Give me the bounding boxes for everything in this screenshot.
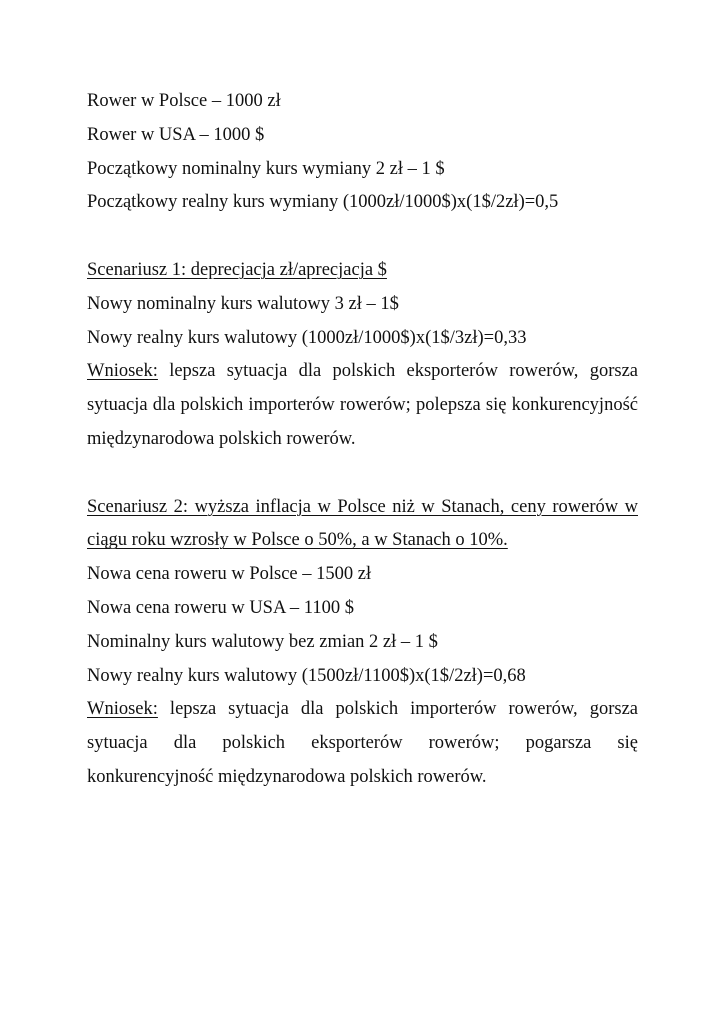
scenario2-price-usa: Nowa cena roweru w USA – 1100 $: [87, 597, 354, 618]
intro-line-real-rate: Początkowy realny kurs wymiany (1000zł/1000$)x(1$/2zł)=0,5: [87, 192, 559, 213]
intro-line-nominal-rate: Początkowy nominalny kurs wymiany 2 zł – 1 $: [87, 158, 445, 179]
paragraph-spacer: [87, 220, 638, 254]
scenario1-real-rate: Nowy realny kurs walutowy (1000zł/1000$)x(1$/3zł)=0,33: [87, 327, 527, 348]
scenario2-conclusion-label: Wniosek:: [87, 699, 158, 720]
scenario1-conclusion-label: Wniosek:: [87, 361, 158, 382]
paragraph-spacer: [87, 457, 638, 491]
scenario1-heading-text: Scenariusz 1: deprecjacja zł/aprecjacja $: [87, 259, 387, 280]
scenario2-nominal-rate: Nominalny kurs walutowy bez zmian 2 zł – 1 $: [87, 631, 438, 652]
scenario2-conclusion-text: lepsza sytuacja dla polskich importerów rowerów, gorsza sytuacja dla polskich eksporterów rowerów; pogarsza się konkurencyjność międzynarodowa polskich rowerów.: [87, 699, 638, 787]
scenario2-real-rate: Nowy realny kurs walutowy (1500zł/1100$)x(1$/2zł)=0,68: [87, 665, 526, 686]
scenario1-heading: [87, 254, 638, 288]
intro-line-bike-poland: Rower w Polsce – 1000 zł: [87, 91, 281, 111]
scenario1-nominal-rate: Nowy nominalny kurs walutowy 3 zł – 1$: [87, 293, 399, 314]
scenario2-heading: [87, 491, 638, 559]
document-body: [87, 85, 638, 795]
scenario1-conclusion: [87, 355, 638, 456]
scenario2-heading-text: Scenariusz 2: wyższa inflacja w Polsce niż w Stanach, ceny rowerów w ciągu roku wzrosły w Polsce o 50%, a w Stanach o 10%.: [87, 496, 638, 551]
scenario1-conclusion-text: lepsza sytuacja dla polskich eksporterów rowerów, gorsza sytuacja dla polskich importerów rowerów; polepsza się konkurencyjność międzynarodowa polskich rowerów.: [87, 361, 638, 449]
scenario2-price-poland: Nowa cena roweru w Polsce – 1500 zł: [87, 564, 372, 585]
intro-line-bike-usa: Rower w USA – 1000 $: [87, 124, 265, 145]
scenario2-conclusion: [87, 693, 638, 794]
